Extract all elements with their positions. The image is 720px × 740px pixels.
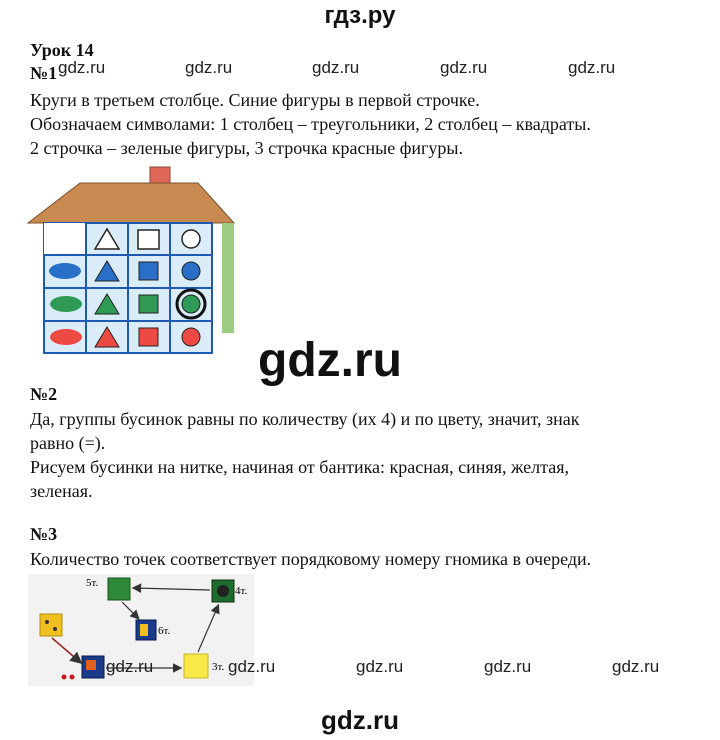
footer-watermark: gdz.ru — [321, 705, 399, 735]
circle-outline — [182, 230, 200, 248]
roof — [28, 183, 234, 223]
garden — [222, 223, 234, 333]
watermark: gdz.ru — [312, 58, 360, 77]
watermark: gdz.ru — [106, 657, 154, 676]
tile-1 — [40, 614, 62, 636]
label-4: 4т. — [235, 585, 248, 597]
task2-line: Рисуем бусинки на нитке, начиная от бантика: красная, синяя, желтая, — [30, 457, 570, 477]
task2-line: зеленая. — [30, 481, 93, 501]
circle-red — [182, 328, 200, 346]
watermark: gdz.ru — [58, 58, 106, 77]
label-5: 5т. — [86, 577, 99, 589]
house-figure — [26, 165, 238, 357]
square-outline — [138, 230, 159, 249]
square-red — [139, 328, 158, 346]
tile-3 — [184, 654, 208, 678]
tile-5 — [108, 578, 130, 600]
watermark: gdz.ru — [440, 58, 488, 77]
watermark: gdz.ru — [568, 58, 616, 77]
task3-number: №3 — [30, 524, 58, 544]
task1-number: №1 — [30, 63, 58, 83]
lesson-title: Урок 14 — [30, 40, 94, 60]
blob-blue — [49, 263, 81, 279]
circle-blue — [182, 262, 200, 280]
blob-red — [50, 329, 82, 345]
watermark: gdz.ru — [356, 657, 404, 676]
label-6: 6т. — [158, 625, 171, 637]
task3-line: Количество точек соответствует порядковому номеру гномика в очереди. — [30, 549, 592, 569]
task1-line: 2 строчка – зеленые фигуры, 3 строчка красные фигуры. — [30, 138, 464, 158]
site-header: гдз.ру — [324, 2, 396, 29]
square-blue — [139, 262, 158, 280]
task1-line: Круги в третьем столбце. Синие фигуры в первой строчке. — [30, 90, 480, 110]
task2-line: равно (=). — [30, 433, 106, 453]
watermark: gdz.ru — [484, 657, 532, 676]
watermark: gdz.ru — [185, 58, 233, 77]
circle-green — [182, 295, 200, 313]
square-green — [139, 295, 158, 313]
label-3: 3т. — [212, 661, 225, 673]
watermark: gdz.ru — [228, 657, 276, 676]
watermark: gdz.ru — [612, 657, 660, 676]
task1-line: Обозначаем символами: 1 столбец – треугольники, 2 столбец – квадраты. — [30, 114, 591, 134]
task2-line: Да, группы бусинок равны по количеству (их 4) и по цвету, значит, знак — [30, 409, 580, 429]
watermark-large: gdz.ru — [258, 334, 402, 387]
task2-number: №2 — [30, 384, 58, 404]
blob-green — [50, 296, 82, 312]
